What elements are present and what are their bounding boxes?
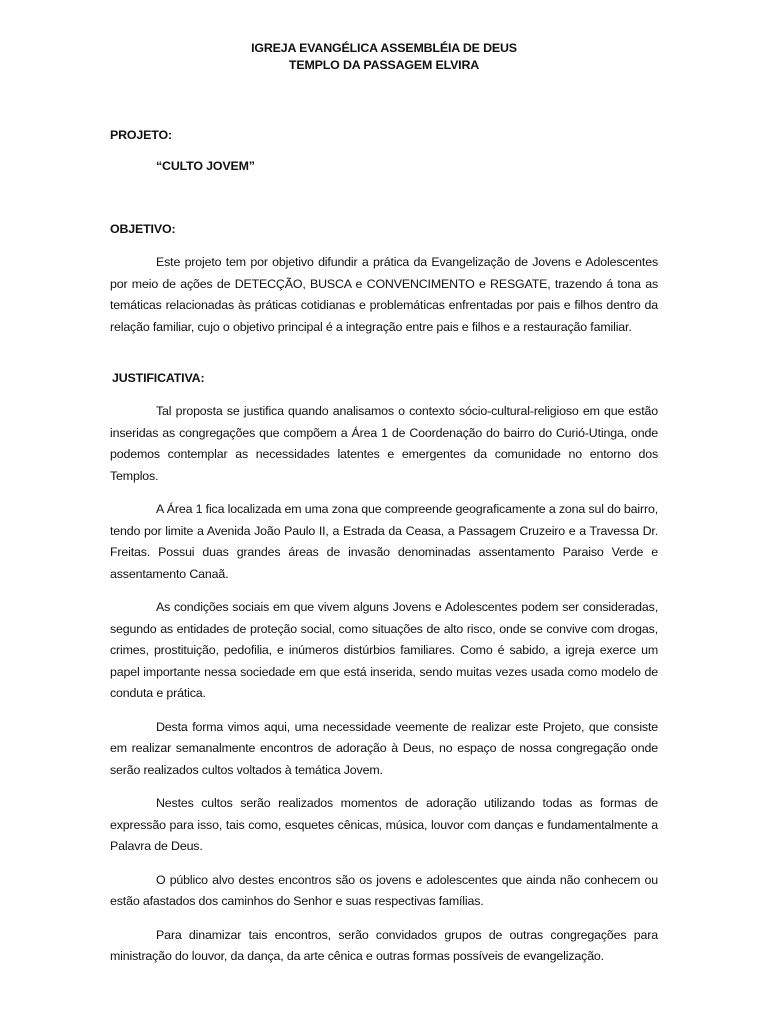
objetivo-paragraph: Este projeto tem por objetivo difundir a prática da Evangelização de Jovens e Adolescentes por meio de ações de DETECÇÃO, BUSCA e CONVENCIMENTO e RESGATE, trazendo á tona as temáticas relacionadas às práticas cotidianas e problemáticas enfrentadas por pais e filhos dentro da relação familiar, cujo o objetivo principal é a integração entre pais e filhos e a restauração familiar. (110, 255, 658, 334)
document-page (110, 40, 658, 968)
justificativa-paragraph: As condições sociais em que vivem alguns Jovens e Adolescentes podem ser consideradas, segundo as entidades de proteção social, como situações de alto risco, onde se convive com drogas, crimes, prostituição, pedofilia, e inúmeros distúrbios familiares. Como é sabido, a igreja exerce um papel importante nessa sociedade em que está inserida, sendo muitas vezes usada como modelo de conduta e prática. (110, 600, 658, 700)
document-header (110, 40, 658, 74)
church-name: IGREJA EVANGÉLICA ASSEMBLÉIA DE DEUS (251, 41, 517, 55)
justificativa-heading: JUSTIFICATIVA: (112, 371, 205, 385)
justificativa-paragraph: Nestes cultos serão realizados momentos de adoração utilizando todas as formas de expressão para isso, tais como, esquetes cênicas, música, louvor com danças e fundamentalmente a Palavra de Deus. (110, 796, 658, 853)
projeto-heading: PROJETO: (110, 128, 172, 142)
justificativa-paragraph: O público alvo destes encontros são os jovens e adolescentes que ainda não conhecem ou estão afastados dos caminhos do Senhor e suas respectivas famílias. (110, 872, 658, 908)
objetivo-heading: OBJETIVO: (110, 222, 176, 236)
justificativa-paragraph: A Área 1 fica localizada em uma zona que compreende geograficamente a zona sul do bairro, tendo por limite a Avenida João Paulo II, a Estrada da Ceasa, a Passagem Cruzeiro e a Travessa Dr. Freitas. Possui duas grandes áreas de invasão denominadas assentamento Paraiso Verde e assentamento Canaã. (110, 502, 658, 581)
project-name: “CULTO JOVEM” (156, 159, 255, 173)
temple-name: TEMPLO DA PASSAGEM ELVIRA (288, 58, 480, 72)
justificativa-paragraph: Tal proposta se justifica quando analisamos o contexto sócio-cultural-religioso em que estão inseridas as congregações que compõem a Área 1 de Coordenação do bairro do Curió-Utinga, onde podemos contemplar as necessidades latentes e emergentes da comunidade no entorno dos Templos. (110, 404, 658, 483)
justificativa-paragraph: Para dinamizar tais encontros, serão convidados grupos de outras congregações para ministração do louvor, da dança, da arte cênica e outras formas possíveis de evangelização. (110, 927, 658, 963)
justificativa-paragraph: Desta forma vimos aqui, uma necessidade veemente de realizar este Projeto, que consiste em realizar semanalmente encontros de adoração à Deus, no espaço de nossa congregação onde serão realizados cultos voltados à temática Jovem. (110, 719, 658, 777)
